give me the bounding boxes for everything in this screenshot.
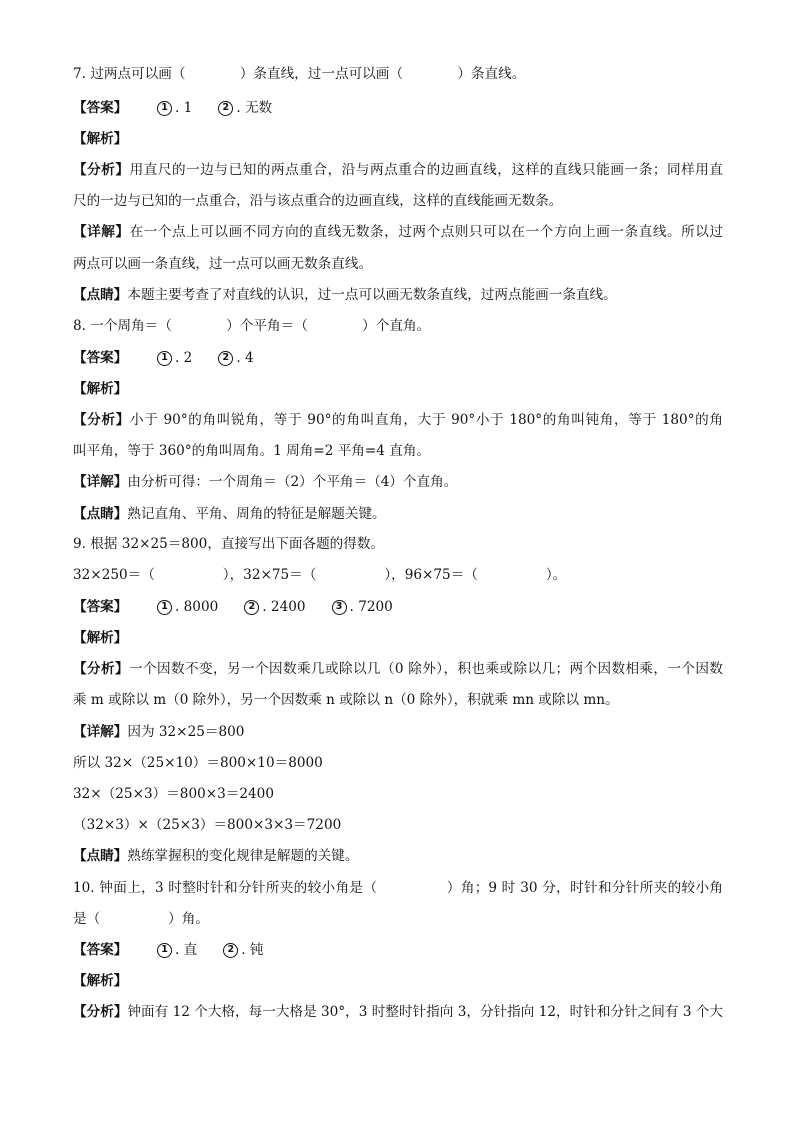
q9-xiangjie-line-3: 32×（25×3）＝800×3＝2400 <box>73 786 274 802</box>
q7-question: 7. 过两点可以画（ ）条直线，过一点可以画（ ）条直线。 <box>73 66 526 82</box>
circled-1-icon: 1 <box>157 101 172 116</box>
q10-fenxi-line-1: 【分析】钟面有 12 个大格，每一大格是 30°，3 时整时针指向 3，分针指向 12，时针和分针之间有 3 个大 <box>73 1004 723 1020</box>
circled-1-icon: 1 <box>157 600 172 615</box>
q9-answer-1: 1 . 8000 <box>157 597 218 617</box>
q10-answer-row <box>73 940 723 960</box>
q10-analysis-label: 【解析】 <box>73 973 128 989</box>
q10-question-line-2: 是（ ）角。 <box>73 911 209 927</box>
circled-2-icon: 2 <box>244 600 259 615</box>
q7-answer-label: 【答案】 <box>73 100 128 116</box>
q10-question-line-1: 10. 钟面上，3 时整时针和分针所夹的较小角是（ ）角；9 时 30 分，时针和分针所夹的较小角 <box>73 880 723 896</box>
q7-answer-row <box>73 98 723 118</box>
q9-fenxi-line-2: 乘 m 或除以 m（0 除外），另一个因数乘 n 或除以 n（0 除外），积就乘 mn 或除以 mn。 <box>73 692 619 708</box>
circled-1-icon: 1 <box>157 943 172 958</box>
q10-answer-1: 1 . 直 <box>157 940 197 960</box>
q9-xiangjie-line-1: 【详解】因为 32×25＝800 <box>73 724 245 740</box>
q9-question: 9. 根据 32×25＝800，直接写出下面各题的得数。 <box>73 536 385 552</box>
q9-answer-2: 2 . 2400 <box>244 597 305 617</box>
q9-dianjing: 【点睛】熟练掌握积的变化规律是解题的关键。 <box>73 848 359 864</box>
q9-xiangjie-line-2: 所以 32×（25×10）＝800×10＝8000 <box>73 755 323 771</box>
q9-question-line-2: 32×250＝（ ），32×75＝（ ），96×75＝（ ）。 <box>73 567 567 583</box>
circled-1-icon: 1 <box>157 351 172 366</box>
q9-answer-row <box>73 597 723 617</box>
q9-answer-label: 【答案】 <box>73 599 128 615</box>
q7-xiangjie-line-2: 两点可以画一条直线，过一点可以画无数条直线。 <box>73 256 373 272</box>
q8-question: 8. 一个周角＝（ ）个平角＝（ ）个直角。 <box>73 318 431 334</box>
q7-analysis-label: 【解析】 <box>73 131 128 147</box>
q9-xiangjie-line-4: （32×3）×（25×3）＝800×3×3＝7200 <box>73 817 342 833</box>
q9-answer-3: 3 . 7200 <box>332 597 393 617</box>
q7-answer-1: 1 . 1 <box>157 98 192 118</box>
q10-answer-label: 【答案】 <box>73 942 128 958</box>
q8-answer-2: 2 . 4 <box>218 348 253 368</box>
q8-xiangjie: 【详解】由分析可得：一个周角＝（2）个平角＝（4）个直角。 <box>73 474 458 490</box>
q7-fenxi-line-2: 尺的一边与已知的一点重合，沿与该点重合的边画直线，这样的直线能画无数条。 <box>73 193 563 209</box>
circled-3-icon: 3 <box>332 600 347 615</box>
q9-fenxi-line-1: 【分析】一个因数不变，另一个因数乘几或除以几（0 除外），积也乘或除以几；两个因数相乘，一个因数 <box>73 661 723 677</box>
circled-2-icon: 2 <box>223 943 238 958</box>
q8-fenxi-line-1: 【分析】小于 90°的角叫锐角，等于 90°的角叫直角，大于 90°小于 180°的角叫钝角，等于 180°的角 <box>73 412 723 428</box>
q8-analysis-label: 【解析】 <box>73 381 128 397</box>
q8-dianjing: 【点睛】熟记直角、平角、周角的特征是解题关键。 <box>73 506 386 522</box>
q9-analysis-label: 【解析】 <box>73 630 128 646</box>
q8-answer-1: 1 . 2 <box>157 348 192 368</box>
q7-xiangjie-line-1: 【详解】在一个点上可以画不同方向的直线无数条，过两个点则只可以在一个方向上画一条直线。所以过 <box>73 224 723 240</box>
circled-2-icon: 2 <box>218 351 233 366</box>
q7-answer-2: 2 . 无数 <box>218 98 272 118</box>
q8-answer-label: 【答案】 <box>73 350 128 366</box>
q10-answer-2: 2 . 钝 <box>223 940 263 960</box>
q8-fenxi-line-2: 叫平角，等于 360°的角叫周角。1 周角=2 平角=4 直角。 <box>73 443 431 459</box>
q7-fenxi-line-1: 【分析】用直尺的一边与已知的两点重合，沿与两点重合的边画直线，这样的直线只能画一条；同样用直 <box>73 162 723 178</box>
circled-2-icon: 2 <box>218 101 233 116</box>
q8-answer-row <box>73 348 723 368</box>
q7-dianjing: 【点睛】本题主要考查了对直线的认识，过一点可以画无数条直线，过两点能画一条直线。 <box>73 287 617 303</box>
